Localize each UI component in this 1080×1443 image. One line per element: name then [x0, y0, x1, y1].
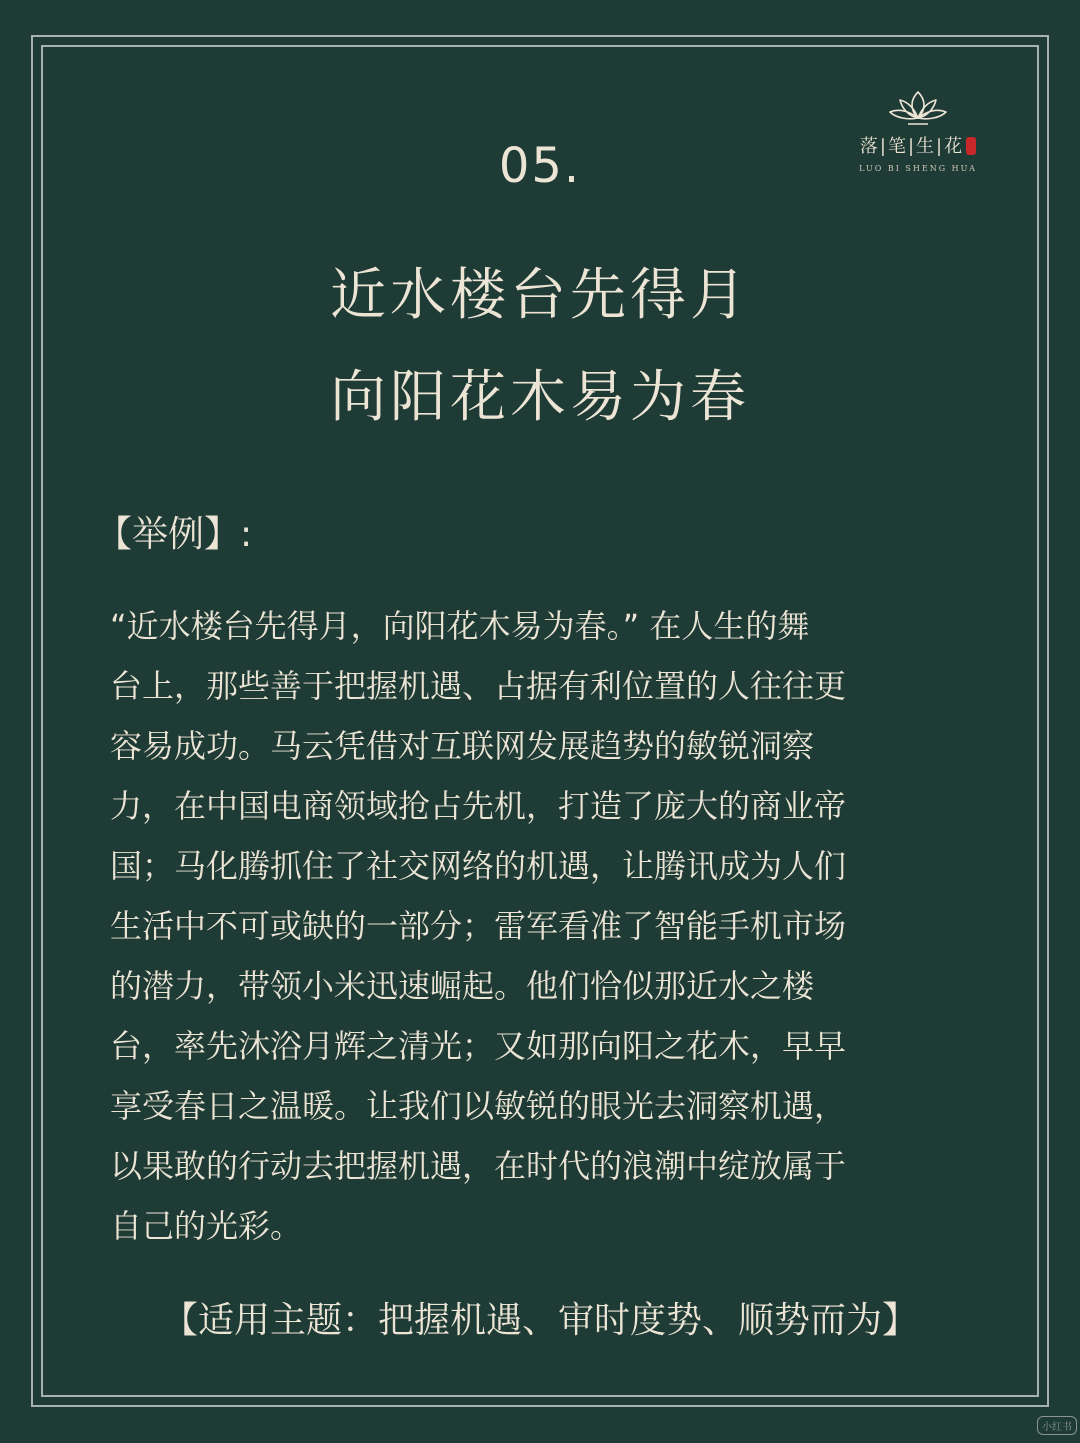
paragraph-line: 生活中不可或缺的一部分；雷军看准了智能手机市场 [110, 907, 847, 945]
example-paragraph [110, 596, 960, 1256]
lotus-icon [886, 88, 950, 128]
paragraph-line: 的潜力，带领小米迅速崛起。他们恰似那近水之楼 [110, 967, 815, 1005]
section-number: 05. [498, 138, 582, 194]
example-label: 【举例】: [96, 514, 253, 555]
applicable-themes: 【适用主题：把握机遇、审时度势、顺势而为】 [161, 1300, 918, 1341]
paragraph-line: 容易成功。马云凭借对互联网发展趋势的敏锐洞察 [110, 727, 815, 765]
title-line-2: 向阳花木易为春 [330, 365, 750, 430]
paragraph-line: 台，率先沐浴月辉之清光；又如那向阳之花木，早早 [110, 1027, 847, 1065]
paragraph-line: 台上，那些善于把握机遇、占据有利位置的人往往更 [110, 667, 847, 705]
paragraph-line: 自己的光彩。 [110, 1207, 303, 1245]
paragraph-line: “近水楼台先得月，向阳花木易为春。” 在人生的舞 [110, 607, 810, 645]
brand-name-text: 落|笔|生|花 [859, 136, 965, 157]
paragraph-line: 以果敢的行动去把握机遇，在时代的浪潮中绽放属于 [110, 1147, 847, 1185]
title-line-1: 近水楼台先得月 [330, 263, 750, 328]
paragraph-line: 享受春日之温暖。让我们以敏锐的眼光去洞察机遇， [110, 1087, 847, 1125]
brand-name-pinyin: LUO BI SHENG HUA [859, 164, 977, 173]
paragraph-line: 国；马化腾抓住了社交网络的机遇，让腾讯成为人们 [110, 847, 847, 885]
watermark-badge: 小红书 [1037, 1416, 1077, 1435]
paragraph-line: 力，在中国电商领域抢占先机，打造了庞大的商业帝 [110, 787, 847, 825]
